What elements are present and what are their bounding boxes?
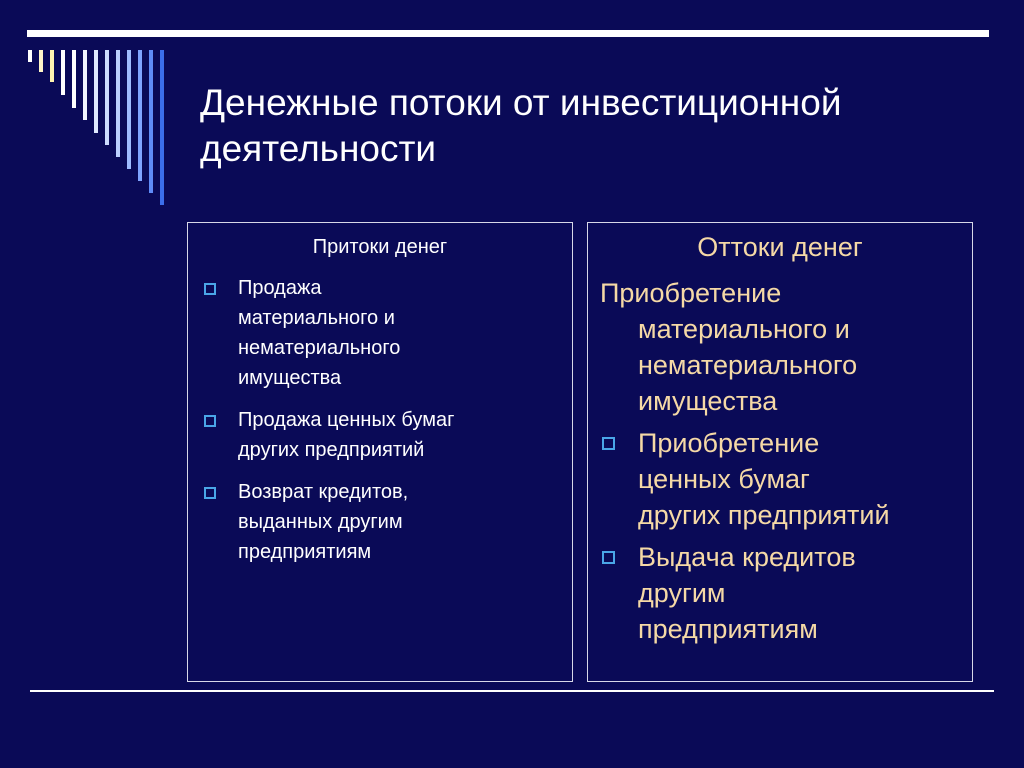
stripe xyxy=(149,50,153,193)
outflows-panel xyxy=(587,222,973,682)
stripe xyxy=(50,50,54,82)
outflows-list xyxy=(600,275,970,653)
text-line: материального и xyxy=(238,307,395,329)
list-item xyxy=(600,425,970,533)
bottom-rule xyxy=(30,690,994,692)
title-line: деятельности xyxy=(200,128,437,169)
text-line: предприятиям xyxy=(638,614,818,644)
text-line: Возврат кредитов, xyxy=(238,481,409,503)
stripe xyxy=(61,50,65,95)
stripe xyxy=(138,50,142,181)
text-line: нематериального xyxy=(638,350,858,380)
list-item xyxy=(202,405,562,465)
square-bullet-icon xyxy=(602,437,615,450)
stripe xyxy=(105,50,109,145)
outflows-heading: Оттоки денег xyxy=(697,232,863,262)
list-item-text xyxy=(238,477,562,567)
stripe xyxy=(116,50,120,157)
text-line: имущества xyxy=(238,367,342,389)
list-item-text xyxy=(238,405,562,465)
text-line: другим xyxy=(638,578,726,608)
text-line: Продажа ценных бумаг xyxy=(238,409,455,431)
square-bullet-icon xyxy=(602,551,615,564)
stripe xyxy=(94,50,98,133)
inflows-list xyxy=(202,273,562,579)
text-line: имущества xyxy=(638,386,778,416)
text-line: выданных другим xyxy=(238,511,403,533)
stripe xyxy=(127,50,131,169)
text-line: Приобретение xyxy=(600,278,782,308)
text-line: нематериального xyxy=(238,337,401,359)
square-bullet-icon xyxy=(204,415,216,427)
list-item xyxy=(202,273,562,393)
text-line: других предприятий xyxy=(238,439,425,461)
stripe xyxy=(28,50,32,62)
list-item-text xyxy=(638,425,970,533)
stripe xyxy=(72,50,76,108)
list-item-text xyxy=(638,539,970,647)
stripe xyxy=(160,50,164,205)
text-line: материального и xyxy=(638,314,850,344)
list-item xyxy=(600,539,970,647)
list-item xyxy=(202,477,562,567)
text-line: Приобретение xyxy=(638,428,820,458)
text-line: предприятиям xyxy=(238,541,372,563)
text-line: Выдача кредитов xyxy=(638,542,856,572)
list-item-text xyxy=(238,273,562,393)
title-line: Денежные потоки от инвестиционной xyxy=(200,82,842,123)
stripe xyxy=(83,50,87,120)
inflows-panel xyxy=(187,222,573,682)
decorative-stripes xyxy=(0,0,200,220)
slide-title xyxy=(200,80,1000,172)
square-bullet-icon xyxy=(204,283,216,295)
inflows-heading: Притоки денег xyxy=(312,236,448,258)
text-line: ценных бумаг xyxy=(638,464,810,494)
stripe xyxy=(39,50,43,72)
text-line: Продажа xyxy=(238,277,322,299)
list-item xyxy=(600,275,970,419)
square-bullet-icon xyxy=(204,487,216,499)
text-line: других предприятий xyxy=(638,500,890,530)
